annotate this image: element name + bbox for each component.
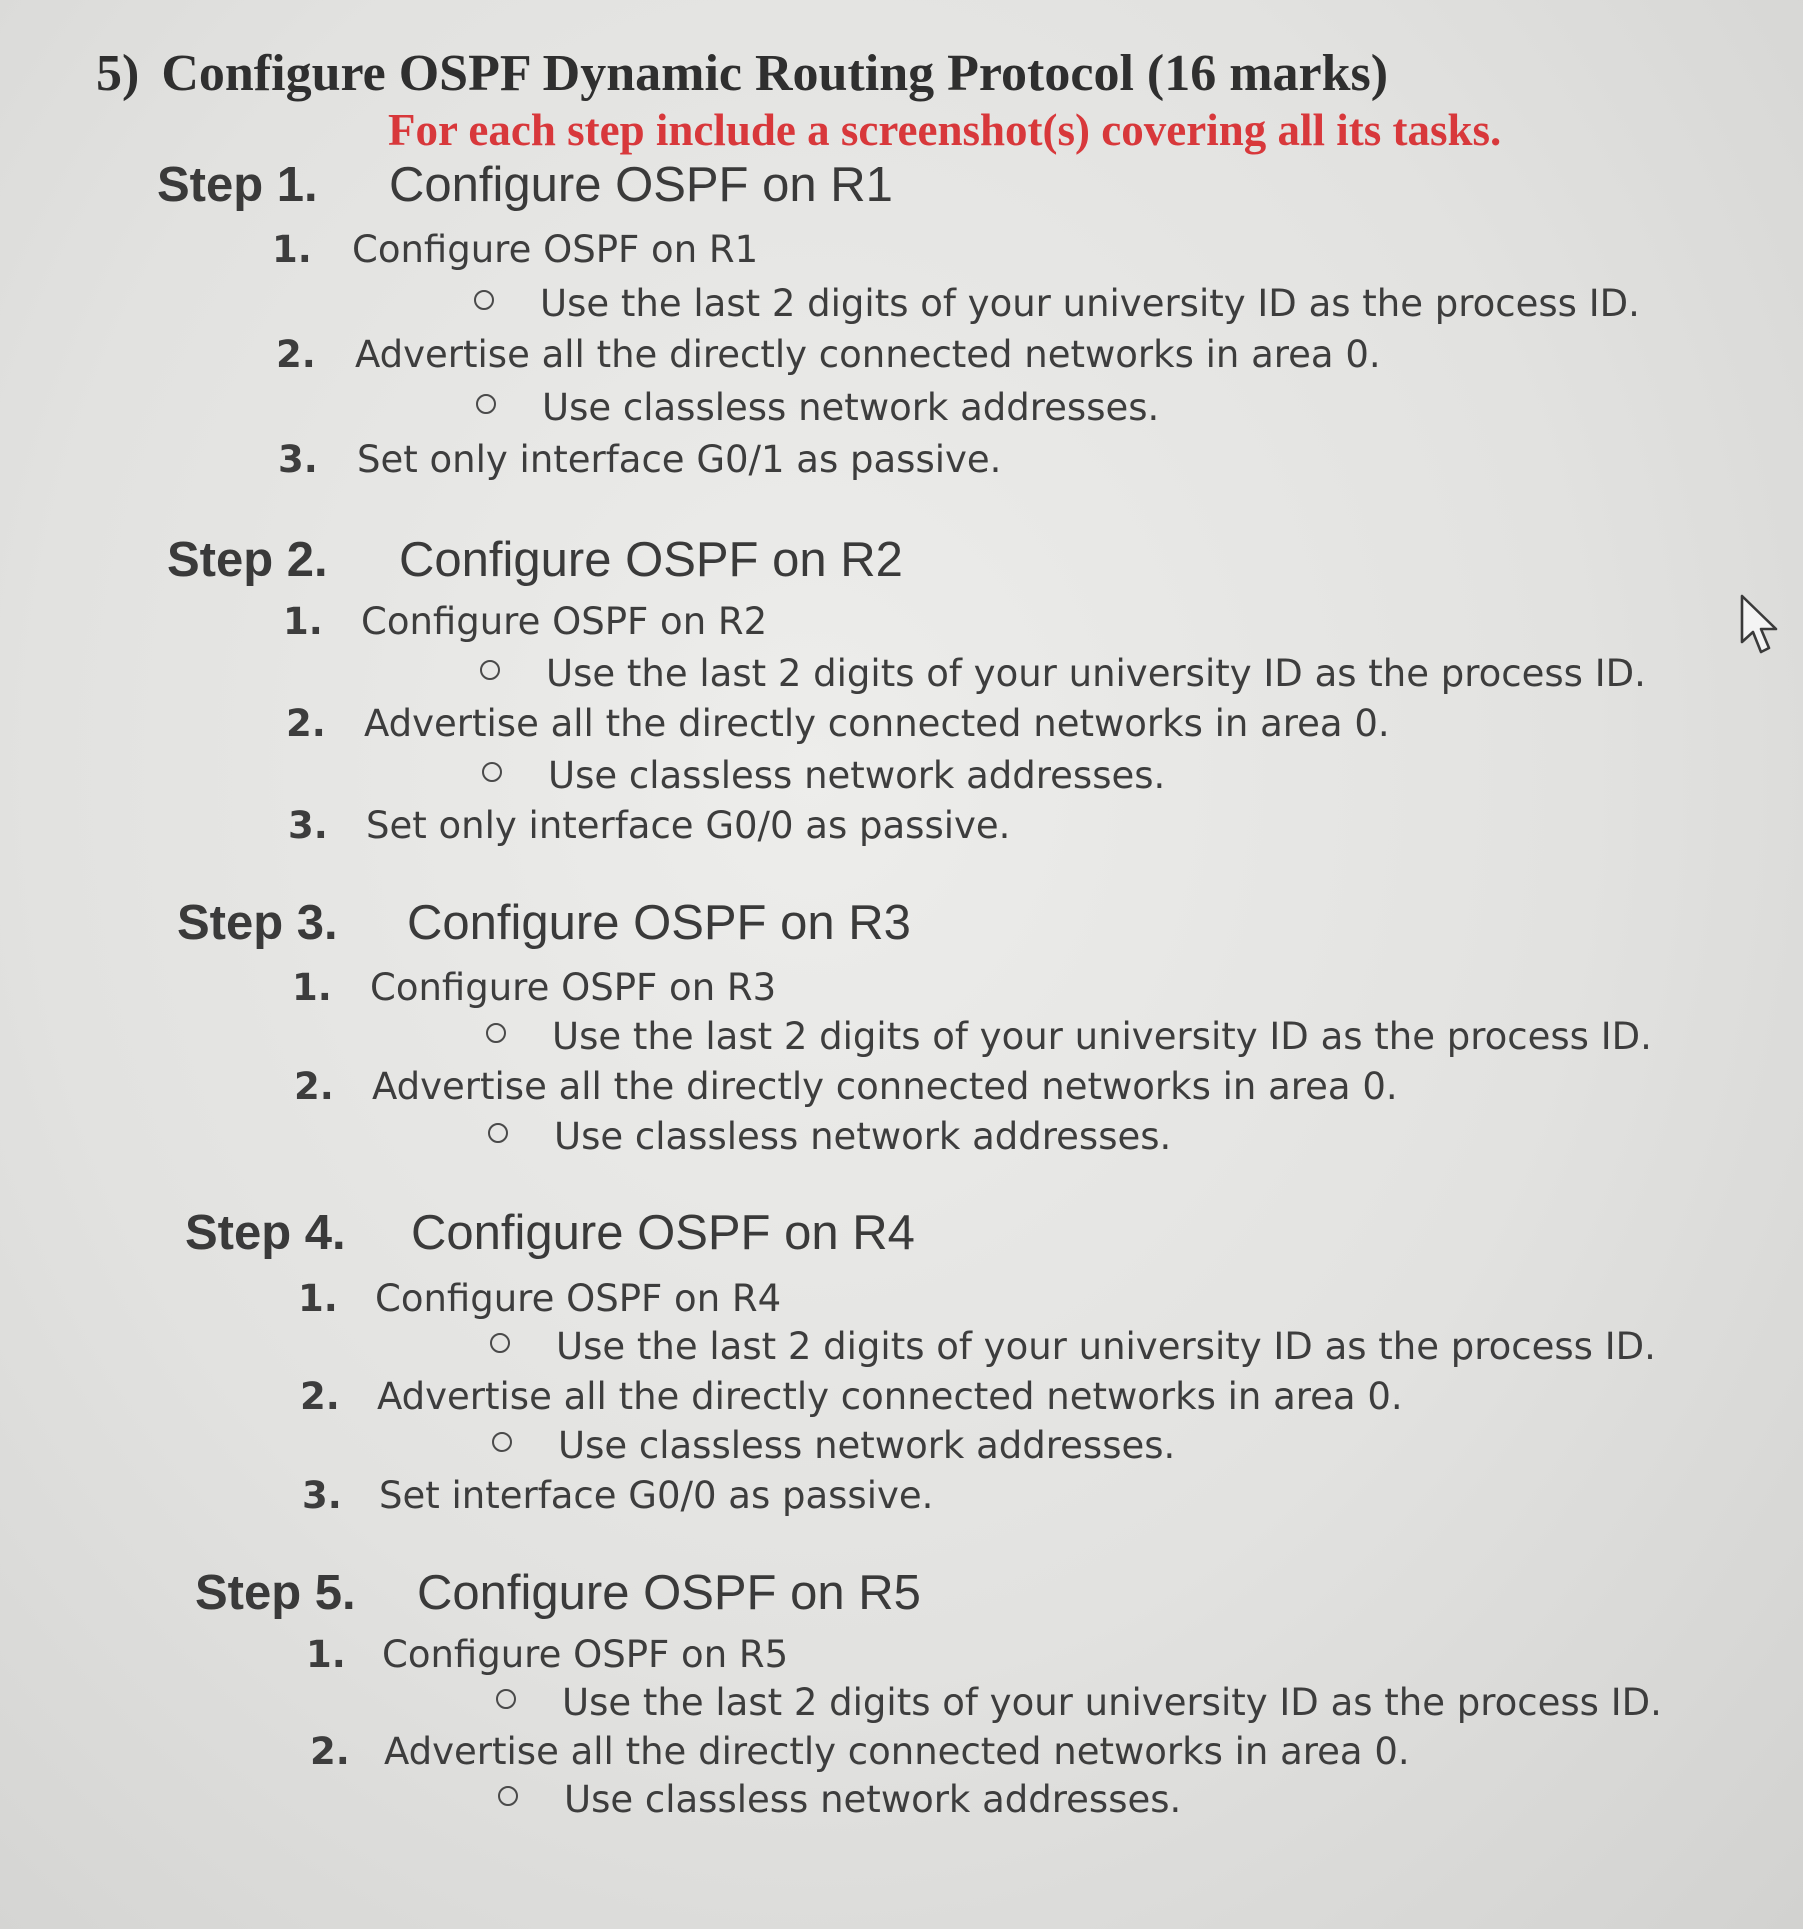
step-4-label: Step 4. [185, 1206, 346, 1260]
task-number: 3. [302, 1474, 342, 1517]
question-title: Configure OSPF Dynamic Routing Protocol (16 marks) [161, 45, 1389, 102]
subtask-text: Use classless network addresses. [542, 386, 1160, 429]
task-number: 3. [288, 804, 328, 847]
task-text: Configure OSPF on R3 [370, 966, 777, 1009]
mouse-pointer-icon [1738, 592, 1788, 662]
task-text: Advertise all the directly connected networks in area 0. [364, 702, 1390, 745]
circle-bullet-icon [486, 1023, 506, 1043]
subtask-text: Use the last 2 digits of your university ID as the process ID. [552, 1015, 1652, 1058]
task-text: Configure OSPF on R5 [382, 1633, 789, 1676]
subtask-text: Use the last 2 digits of your university ID as the process ID. [562, 1681, 1662, 1724]
subtask-text: Use the last 2 digits of your university ID as the process ID. [546, 652, 1646, 695]
circle-bullet-icon [490, 1333, 510, 1353]
subtask-text: Use the last 2 digits of your university ID as the process ID. [540, 282, 1640, 325]
task-text: Configure OSPF on R4 [375, 1277, 782, 1320]
step-3-title: Configure OSPF on R3 [407, 896, 911, 950]
step-3-heading [177, 895, 911, 951]
circle-bullet-icon [488, 1123, 508, 1143]
task-number: 2. [300, 1375, 340, 1418]
subtask-text: Use classless network addresses. [554, 1115, 1172, 1158]
task-number: 1. [298, 1277, 338, 1320]
task-number: 1. [283, 600, 323, 643]
step-2-heading [167, 532, 903, 588]
circle-bullet-icon [498, 1786, 518, 1806]
subtask-text: Use classless network addresses. [558, 1424, 1176, 1467]
task-number: 1. [272, 228, 312, 271]
step-1-heading [157, 157, 893, 213]
step-5-title: Configure OSPF on R5 [417, 1566, 921, 1620]
task-number: 2. [310, 1730, 350, 1773]
circle-bullet-icon [476, 394, 496, 414]
step-4-title: Configure OSPF on R4 [411, 1206, 915, 1260]
task-number: 2. [294, 1065, 334, 1108]
task-text: Advertise all the directly connected networks in area 0. [372, 1065, 1398, 1108]
step-5-label: Step 5. [195, 1566, 356, 1620]
step-3-label: Step 3. [177, 896, 338, 950]
subtask-text: Use the last 2 digits of your university ID as the process ID. [556, 1325, 1656, 1368]
task-number: 2. [276, 333, 316, 376]
task-text: Set only interface G0/1 as passive. [357, 438, 1002, 481]
task-text: Advertise all the directly connected networks in area 0. [384, 1730, 1410, 1773]
step-1-label: Step 1. [157, 158, 318, 212]
task-number: 1. [306, 1633, 346, 1676]
task-number: 3. [278, 438, 318, 481]
task-text: Configure OSPF on R2 [361, 600, 768, 643]
screenshot-instruction: For each step include a screenshot(s) covering all its tasks. [388, 105, 1502, 155]
circle-bullet-icon [482, 762, 502, 782]
task-text: Configure OSPF on R1 [352, 228, 759, 271]
question-number: 5) [96, 45, 140, 102]
task-text: Advertise all the directly connected networks in area 0. [377, 1375, 1403, 1418]
circle-bullet-icon [496, 1689, 516, 1709]
task-number: 2. [286, 702, 326, 745]
task-text: Set interface G0/0 as passive. [379, 1474, 934, 1517]
step-4-heading [185, 1205, 915, 1261]
step-5-heading [195, 1565, 921, 1621]
question-heading [96, 44, 1388, 103]
task-number: 1. [292, 966, 332, 1009]
circle-bullet-icon [492, 1432, 512, 1452]
step-1-title: Configure OSPF on R1 [389, 158, 893, 212]
step-2-title: Configure OSPF on R2 [399, 533, 903, 587]
task-text: Set only interface G0/0 as passive. [366, 804, 1011, 847]
task-text: Advertise all the directly connected networks in area 0. [355, 333, 1381, 376]
step-2-label: Step 2. [167, 533, 328, 587]
circle-bullet-icon [480, 660, 500, 680]
circle-bullet-icon [474, 290, 494, 310]
subtask-text: Use classless network addresses. [548, 754, 1166, 797]
subtask-text: Use classless network addresses. [564, 1778, 1182, 1821]
